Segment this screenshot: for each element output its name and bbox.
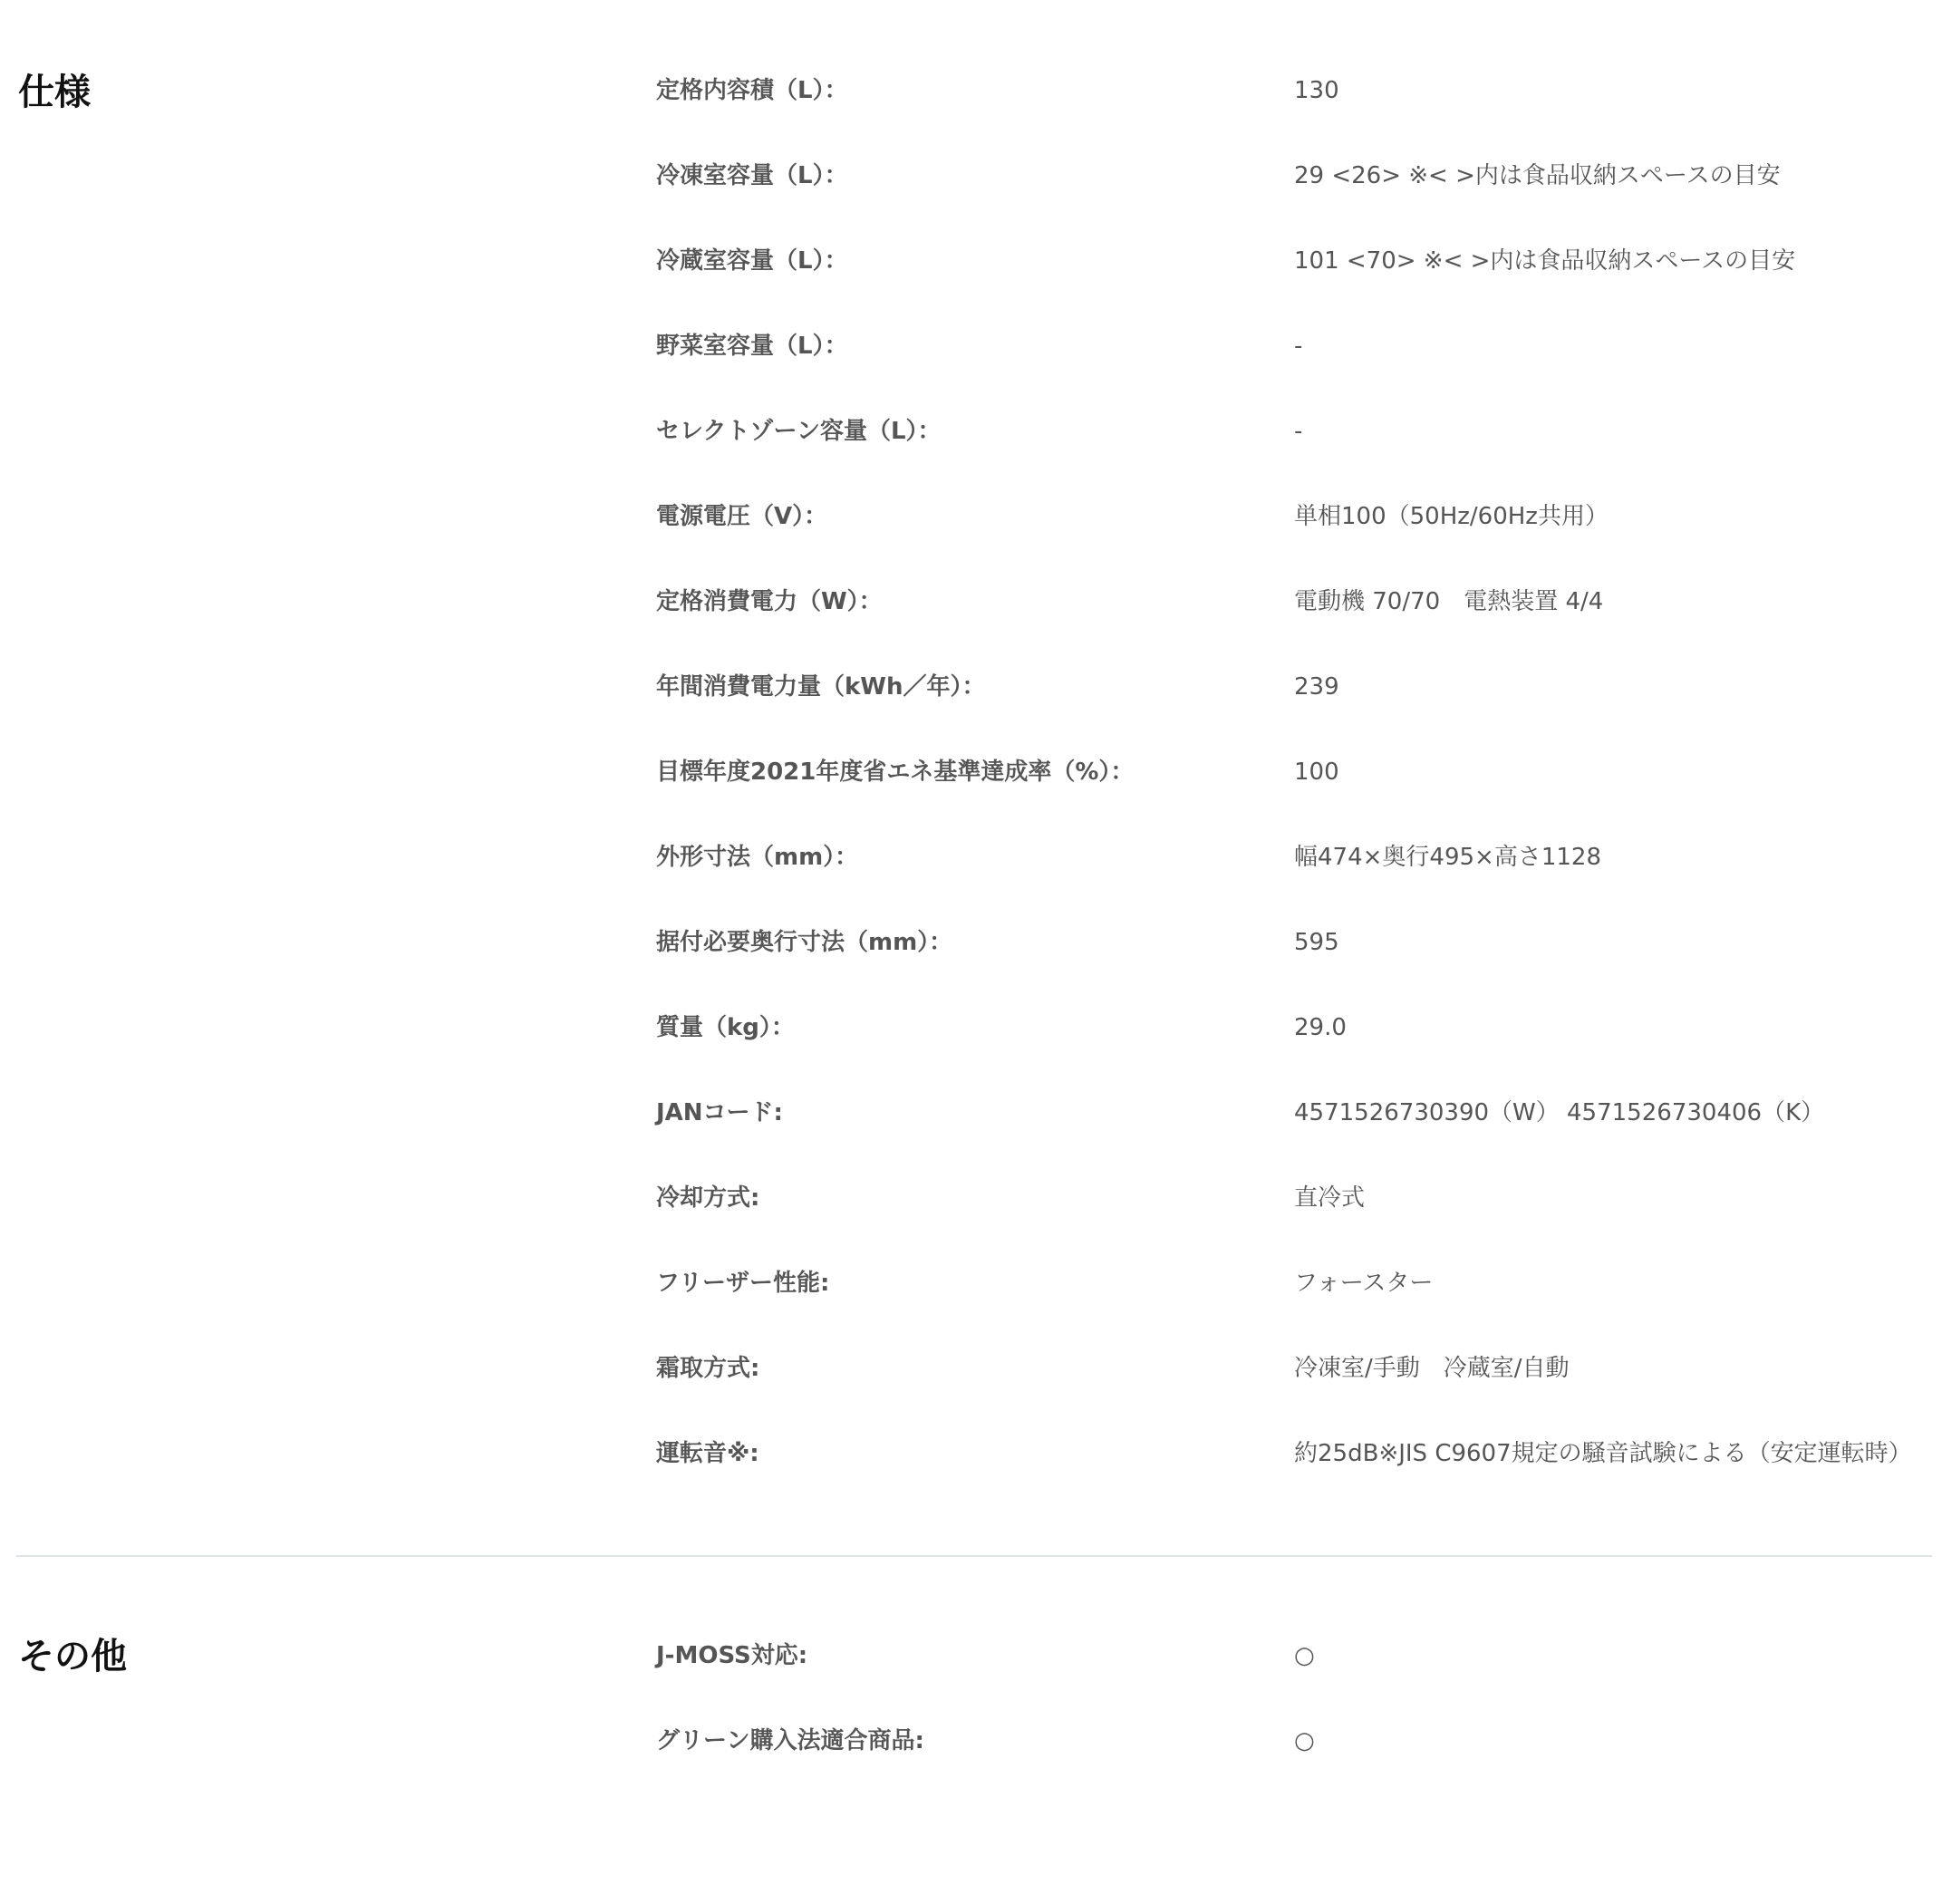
spec-label: 質量（kg）：: [656, 1014, 795, 1041]
spec-label: 冷凍室容量（L）：: [656, 162, 848, 189]
spec-value: 約25dB※JIS C9607規定の騒音試験による（安定運転時）: [1294, 1440, 1912, 1467]
spec-row: [0, 1070, 1942, 1155]
spec-value: 101 <70> ※< >内は食品収納スペースの目安: [1294, 247, 1796, 275]
spec-row: [0, 644, 1942, 730]
spec-row: [0, 1155, 1942, 1241]
spec-label: 冷却方式:: [656, 1184, 760, 1212]
spec-value: フォースター: [1294, 1270, 1434, 1297]
spec-label: 据付必要奥行寸法（mm）：: [656, 929, 953, 956]
spec-value: 4571526730390（W） 4571526730406（K）: [1294, 1099, 1825, 1126]
spec-value: -: [1294, 333, 1303, 360]
spec-value: 100: [1294, 759, 1339, 786]
spec-row: [0, 474, 1942, 559]
spec-label: JANコード:: [656, 1099, 783, 1126]
other-section-title: その他: [18, 1636, 127, 1677]
spec-row: [0, 815, 1942, 900]
spec-row: [0, 730, 1942, 815]
spec-value: -: [1294, 418, 1303, 445]
spec-value: 幅474×奥行495×高さ1128: [1294, 844, 1601, 871]
spec-row: [0, 304, 1942, 389]
spec-row: [0, 389, 1942, 474]
spec-row: [0, 218, 1942, 304]
other-row: [0, 1613, 1942, 1698]
spec-value: 130: [1294, 77, 1339, 104]
other-label: J-MOSS対応:: [656, 1642, 808, 1669]
spec-value: 電動機 70/70 電熱装置 4/4: [1294, 588, 1604, 615]
other-label: グリーン購入法適合商品:: [656, 1727, 924, 1754]
section-divider: [16, 1555, 1932, 1557]
other-value: ○: [1294, 1727, 1315, 1754]
spec-value: 595: [1294, 929, 1339, 956]
spec-value: 239: [1294, 673, 1339, 701]
spec-label: 定格内容積（L）：: [656, 77, 848, 104]
other-value: ○: [1294, 1642, 1315, 1669]
spec-value: 冷凍室/手動 冷蔵室/自動: [1294, 1355, 1570, 1382]
spec-label: 冷蔵室容量（L）：: [656, 247, 848, 275]
spec-label: 電源電圧（V）：: [656, 503, 828, 530]
spec-value: 29 <26> ※< >内は食品収納スペースの目安: [1294, 162, 1781, 189]
spec-label: 年間消費電力量（kWh／年）：: [656, 673, 986, 701]
spec-label: 運転音※:: [656, 1440, 759, 1467]
spec-row: [0, 900, 1942, 985]
spec-label: 野菜室容量（L）：: [656, 333, 848, 360]
spec-row: [0, 48, 1942, 133]
other-row: [0, 1698, 1942, 1783]
spec-row: [0, 133, 1942, 218]
spec-row: [0, 985, 1942, 1070]
spec-label: 霜取方式:: [656, 1355, 760, 1382]
spec-value: 29.0: [1294, 1014, 1347, 1041]
specs-section-title: 仕様: [18, 72, 91, 113]
spec-row: [0, 559, 1942, 644]
spec-row: [0, 1241, 1942, 1326]
spec-row: [0, 1411, 1942, 1496]
spec-value: 単相100（50Hz/60Hz共用）: [1294, 503, 1609, 530]
spec-label: セレクトゾーン容量（L）：: [656, 418, 942, 445]
spec-label: 目標年度2021年度省エネ基準達成率（%）：: [656, 759, 1135, 786]
spec-row: [0, 1326, 1942, 1411]
spec-label: 定格消費電力（W）：: [656, 588, 883, 615]
spec-value: 直冷式: [1294, 1184, 1366, 1212]
spec-label: 外形寸法（mm）：: [656, 844, 859, 871]
spec-label: フリーザー性能:: [656, 1270, 830, 1297]
